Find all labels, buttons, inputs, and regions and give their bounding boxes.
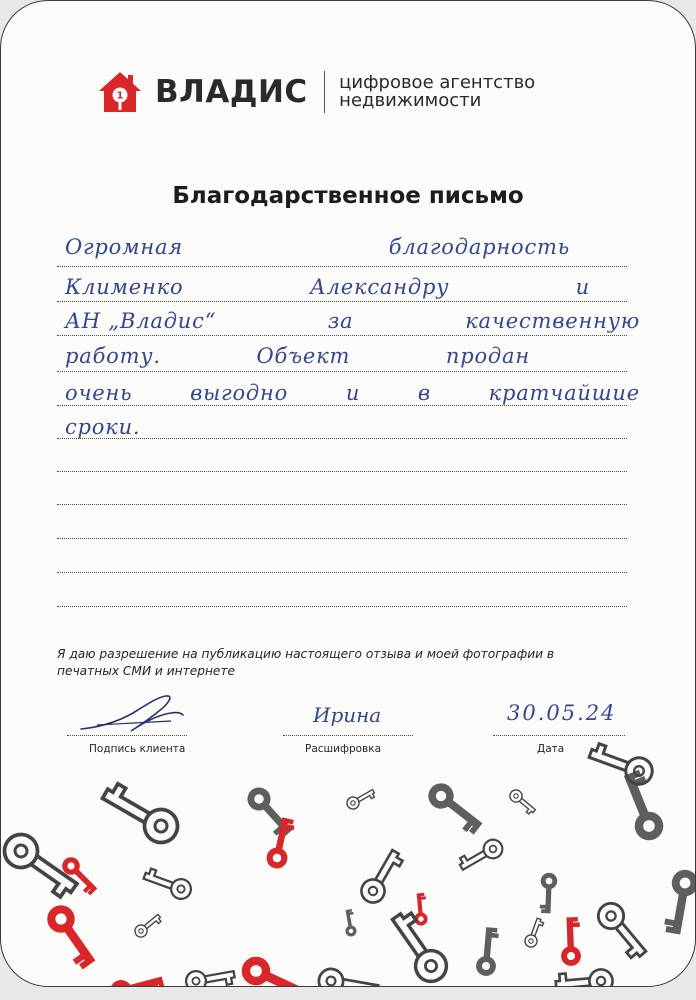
dotted-line: [57, 572, 627, 573]
house-key-icon: [97, 69, 143, 115]
decoding-value: Ирина: [313, 703, 382, 727]
letter-title: Благодарственное письмо: [172, 183, 524, 209]
handwritten-line-2: [65, 275, 640, 299]
handwritten-line-3: [65, 309, 640, 333]
handwritten-word: благодарность: [388, 235, 570, 259]
dotted-line: [57, 438, 627, 439]
handwritten-word: Клименко: [65, 275, 184, 299]
handwritten-word: продан: [445, 344, 530, 368]
brand-logo: [97, 69, 535, 115]
tagline-line-1: цифровое агентство: [339, 72, 536, 93]
client-signature: [71, 691, 191, 739]
handwritten-word: очень: [65, 381, 133, 405]
dotted-line: [57, 504, 627, 505]
handwritten-word: и: [345, 381, 361, 405]
client-signature-label: Подпись клиента: [89, 743, 186, 755]
dotted-line: [57, 538, 627, 539]
date-value: 30.05.24: [507, 701, 617, 725]
handwritten-line-4: [65, 344, 640, 368]
decoding-line: [283, 735, 413, 736]
handwritten-word: Огромная: [65, 235, 183, 259]
handwritten-word: качественную: [465, 309, 640, 333]
dotted-line: [57, 266, 627, 267]
handwritten-word: в: [417, 381, 431, 405]
handwritten-line-5: [65, 381, 640, 405]
brand-name: ВЛАДИС: [155, 74, 308, 110]
logo-divider: [324, 71, 326, 113]
dotted-line: [57, 371, 627, 372]
handwritten-word: кратчайшие: [488, 381, 640, 405]
date-label: Дата: [537, 743, 565, 755]
handwritten-word: Объект: [256, 344, 351, 368]
decorative-keys-pattern: [1, 741, 695, 987]
dotted-line: [57, 301, 627, 302]
decoding-label: Расшифровка: [305, 743, 382, 755]
handwritten-word: Александру: [309, 275, 450, 299]
dotted-line: [57, 606, 627, 607]
signature-line: [67, 735, 187, 736]
brand-tagline: [339, 74, 535, 110]
dotted-line: [57, 471, 627, 472]
handwritten-word: выгодно: [190, 381, 289, 405]
handwritten-line-6: [65, 415, 640, 439]
tagline-line-2: недвижимости: [339, 90, 482, 111]
handwritten-word: АН „Владис“: [65, 309, 217, 333]
handwritten-word: работу.: [65, 344, 161, 368]
dotted-line: [57, 405, 627, 406]
handwritten-line-1: [65, 235, 640, 259]
svg-text:1: 1: [116, 90, 124, 102]
handwritten-word: и: [575, 275, 590, 299]
dotted-line: [57, 335, 627, 336]
handwritten-word: за: [327, 309, 354, 333]
publication-consent: Я даю разрешение на публикацию настоящего отзыва и моей фотографии в печатных СМИ и интернете: [57, 647, 555, 678]
date-line: [493, 735, 625, 736]
handwritten-word: сроки.: [65, 415, 141, 439]
